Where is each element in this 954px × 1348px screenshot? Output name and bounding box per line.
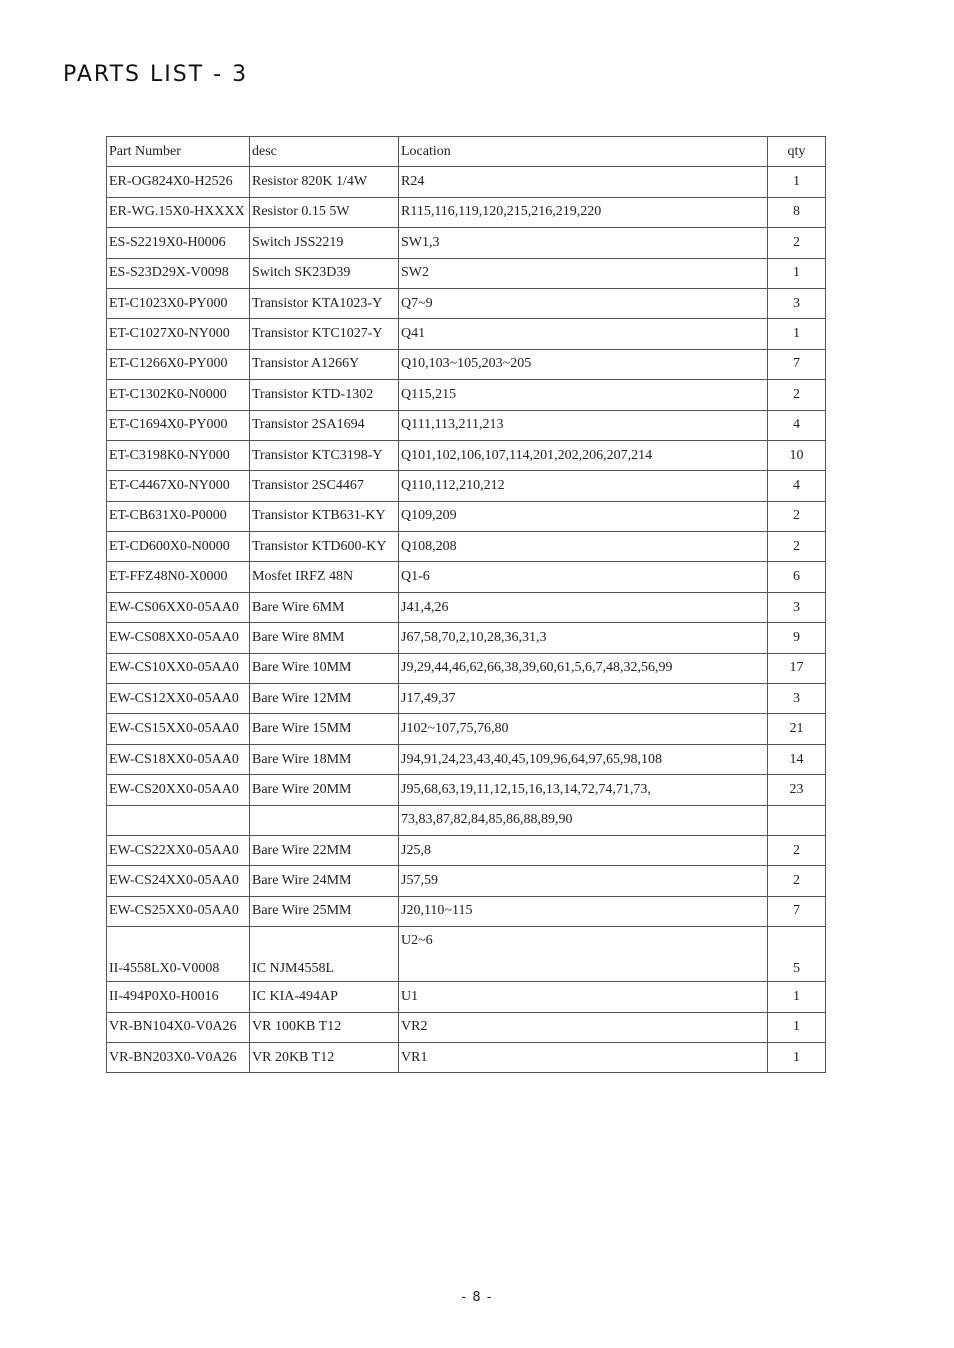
cell-qty: 21 — [768, 714, 826, 744]
cell-location: U2~6 — [399, 927, 768, 982]
cell-location: VR1 — [399, 1042, 768, 1072]
table-row — [107, 684, 826, 714]
cell-location: Q109,209 — [399, 501, 768, 531]
cell-qty: 2 — [768, 532, 826, 562]
cell-desc: Switch SK23D39 — [250, 258, 399, 288]
cell-part-number: ET-FFZ48N0-X0000 — [107, 562, 250, 592]
cell-desc: Bare Wire 22MM — [250, 835, 399, 865]
cell-location: Q7~9 — [399, 288, 768, 318]
cell-part-number — [107, 805, 250, 835]
header-location: Location — [399, 137, 768, 167]
cell-desc: VR 100KB T12 — [250, 1012, 399, 1042]
cell-desc: Transistor 2SC4467 — [250, 471, 399, 501]
cell-location: SW2 — [399, 258, 768, 288]
table-row — [107, 653, 826, 683]
table-row — [107, 835, 826, 865]
table-row — [107, 410, 826, 440]
cell-location: Q108,208 — [399, 532, 768, 562]
cell-qty: 23 — [768, 775, 826, 805]
cell-desc: Transistor KTD-1302 — [250, 380, 399, 410]
table-row — [107, 896, 826, 926]
cell-location: Q10,103~105,203~205 — [399, 349, 768, 379]
cell-qty: 1 — [768, 1012, 826, 1042]
cell-qty: 17 — [768, 653, 826, 683]
cell-desc: Bare Wire 8MM — [250, 623, 399, 653]
cell-part-number: ET-CD600X0-N0000 — [107, 532, 250, 562]
cell-qty: 7 — [768, 896, 826, 926]
table-row — [107, 1042, 826, 1072]
header-qty: qty — [768, 137, 826, 167]
cell-part-number: ET-C1266X0-PY000 — [107, 349, 250, 379]
cell-desc: Bare Wire 15MM — [250, 714, 399, 744]
cell-desc: Transistor KTA1023-Y — [250, 288, 399, 318]
table-row — [107, 440, 826, 470]
cell-location: R24 — [399, 167, 768, 197]
cell-part-number: EW-CS24XX0-05AA0 — [107, 866, 250, 896]
cell-part-number: VR-BN104X0-V0A26 — [107, 1012, 250, 1042]
cell-location: Q115,215 — [399, 380, 768, 410]
cell-location: Q110,112,210,212 — [399, 471, 768, 501]
cell-location: U1 — [399, 982, 768, 1012]
cell-desc: Bare Wire 10MM — [250, 653, 399, 683]
table-row — [107, 775, 826, 805]
cell-part-number: ER-OG824X0-H2526 — [107, 167, 250, 197]
cell-qty: 1 — [768, 319, 826, 349]
table-row — [107, 532, 826, 562]
cell-qty: 3 — [768, 592, 826, 622]
cell-qty: 14 — [768, 744, 826, 774]
cell-location: J17,49,37 — [399, 684, 768, 714]
cell-desc: Bare Wire 18MM — [250, 744, 399, 774]
cell-part-number: VR-BN203X0-V0A26 — [107, 1042, 250, 1072]
table-header-row — [107, 137, 826, 167]
table-row — [107, 167, 826, 197]
cell-desc: Resistor 0.15 5W — [250, 197, 399, 227]
cell-location: J9,29,44,46,62,66,38,39,60,61,5,6,7,48,32,56,99 — [399, 653, 768, 683]
cell-qty: 2 — [768, 228, 826, 258]
cell-desc: Transistor KTD600-KY — [250, 532, 399, 562]
cell-part-number: EW-CS25XX0-05AA0 — [107, 896, 250, 926]
cell-location: Q101,102,106,107,114,201,202,206,207,214 — [399, 440, 768, 470]
table-row — [107, 197, 826, 227]
table-row — [107, 228, 826, 258]
cell-qty: 4 — [768, 410, 826, 440]
cell-location: J95,68,63,19,11,12,15,16,13,14,72,74,71,73, — [399, 775, 768, 805]
table-row — [107, 1012, 826, 1042]
cell-part-number: EW-CS10XX0-05AA0 — [107, 653, 250, 683]
cell-desc: Transistor KTB631-KY — [250, 501, 399, 531]
cell-qty: 2 — [768, 501, 826, 531]
cell-qty: 7 — [768, 349, 826, 379]
cell-desc: IC KIA-494AP — [250, 982, 399, 1012]
cell-location: J20,110~115 — [399, 896, 768, 926]
cell-desc: Resistor 820K 1/4W — [250, 167, 399, 197]
cell-part-number: EW-CS08XX0-05AA0 — [107, 623, 250, 653]
cell-part-number: ES-S2219X0-H0006 — [107, 228, 250, 258]
cell-qty: 5 — [768, 927, 826, 982]
cell-qty: 6 — [768, 562, 826, 592]
cell-qty: 9 — [768, 623, 826, 653]
cell-part-number: II-4558LX0-V0008 — [107, 927, 250, 982]
cell-location: 73,83,87,82,84,85,86,88,89,90 — [399, 805, 768, 835]
cell-part-number: EW-CS20XX0-05AA0 — [107, 775, 250, 805]
cell-qty: 4 — [768, 471, 826, 501]
cell-location: J25,8 — [399, 835, 768, 865]
cell-location: J57,59 — [399, 866, 768, 896]
cell-part-number: ER-WG.15X0-HXXXX — [107, 197, 250, 227]
cell-location: Q41 — [399, 319, 768, 349]
cell-location: Q111,113,211,213 — [399, 410, 768, 440]
parts-table — [106, 136, 826, 1073]
cell-part-number: ET-C1023X0-PY000 — [107, 288, 250, 318]
cell-desc: VR 20KB T12 — [250, 1042, 399, 1072]
cell-part-number: ET-C1027X0-NY000 — [107, 319, 250, 349]
header-part-number: Part Number — [107, 137, 250, 167]
cell-qty: 1 — [768, 167, 826, 197]
cell-part-number: ET-C3198K0-NY000 — [107, 440, 250, 470]
cell-qty: 3 — [768, 288, 826, 318]
cell-qty: 3 — [768, 684, 826, 714]
cell-part-number: ET-CB631X0-P0000 — [107, 501, 250, 531]
cell-desc: IC NJM4558L — [250, 927, 399, 982]
table-row — [107, 866, 826, 896]
table-row — [107, 288, 826, 318]
cell-location: J67,58,70,2,10,28,36,31,3 — [399, 623, 768, 653]
cell-desc: Bare Wire 6MM — [250, 592, 399, 622]
cell-desc: Transistor 2SA1694 — [250, 410, 399, 440]
cell-part-number: ET-C4467X0-NY000 — [107, 471, 250, 501]
table-row — [107, 380, 826, 410]
cell-qty: 10 — [768, 440, 826, 470]
cell-desc: Transistor A1266Y — [250, 349, 399, 379]
cell-part-number: EW-CS06XX0-05AA0 — [107, 592, 250, 622]
cell-qty: 1 — [768, 982, 826, 1012]
cell-qty — [768, 805, 826, 835]
page-title: PARTS LIST - 3 — [63, 62, 249, 87]
cell-desc: Bare Wire 20MM — [250, 775, 399, 805]
table-row — [107, 592, 826, 622]
cell-desc — [250, 805, 399, 835]
header-desc: desc — [250, 137, 399, 167]
cell-qty: 1 — [768, 1042, 826, 1072]
table-row — [107, 349, 826, 379]
table-row — [107, 744, 826, 774]
cell-qty: 8 — [768, 197, 826, 227]
cell-part-number: ET-C1302K0-N0000 — [107, 380, 250, 410]
cell-desc: Transistor KTC1027-Y — [250, 319, 399, 349]
table-row — [107, 927, 826, 982]
cell-location: Q1-6 — [399, 562, 768, 592]
table-row — [107, 501, 826, 531]
cell-desc: Switch JSS2219 — [250, 228, 399, 258]
table-row — [107, 982, 826, 1012]
table-row — [107, 623, 826, 653]
cell-location: J94,91,24,23,43,40,45,109,96,64,97,65,98,108 — [399, 744, 768, 774]
table-row — [107, 258, 826, 288]
table-row — [107, 714, 826, 744]
table-row — [107, 319, 826, 349]
cell-desc: Transistor KTC3198-Y — [250, 440, 399, 470]
cell-part-number: II-494P0X0-H0016 — [107, 982, 250, 1012]
cell-part-number: ES-S23D29X-V0098 — [107, 258, 250, 288]
cell-qty: 1 — [768, 258, 826, 288]
cell-qty: 2 — [768, 866, 826, 896]
cell-qty: 2 — [768, 835, 826, 865]
cell-desc: Bare Wire 12MM — [250, 684, 399, 714]
cell-desc: Bare Wire 25MM — [250, 896, 399, 926]
cell-desc: Mosfet IRFZ 48N — [250, 562, 399, 592]
cell-location: VR2 — [399, 1012, 768, 1042]
cell-part-number: EW-CS15XX0-05AA0 — [107, 714, 250, 744]
page-number: - 8 - — [461, 1290, 493, 1305]
table-row — [107, 805, 826, 835]
cell-desc: Bare Wire 24MM — [250, 866, 399, 896]
cell-location: J41,4,26 — [399, 592, 768, 622]
table-row — [107, 471, 826, 501]
cell-qty: 2 — [768, 380, 826, 410]
cell-part-number: EW-CS12XX0-05AA0 — [107, 684, 250, 714]
cell-part-number: ET-C1694X0-PY000 — [107, 410, 250, 440]
cell-location: R115,116,119,120,215,216,219,220 — [399, 197, 768, 227]
cell-part-number: EW-CS22XX0-05AA0 — [107, 835, 250, 865]
table-row — [107, 562, 826, 592]
cell-location: SW1,3 — [399, 228, 768, 258]
cell-part-number: EW-CS18XX0-05AA0 — [107, 744, 250, 774]
cell-location: J102~107,75,76,80 — [399, 714, 768, 744]
